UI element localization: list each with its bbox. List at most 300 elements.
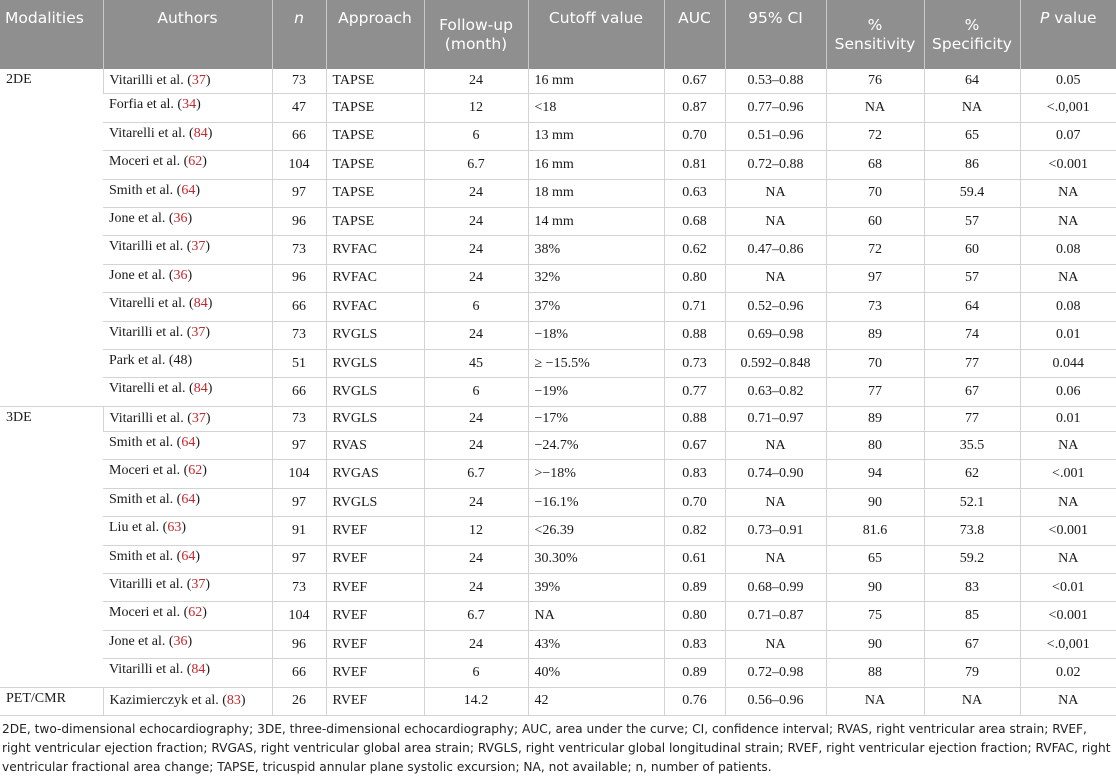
reference-link[interactable]: 62 [188,605,203,621]
reference-close-paren: ) [202,154,207,170]
cell-sensitivity: 77 [826,378,924,406]
cell-author [103,293,272,321]
cell-n: 104 [272,602,326,630]
cell-approach: TAPSE [326,122,424,150]
reference-close-paren: ) [195,491,200,507]
cell-approach: RVGLS [326,378,424,406]
cell-n: 97 [272,179,326,207]
cell-cutoff: −24.7% [528,432,664,460]
author-name: Vitarilli et al. ( [109,73,192,89]
cell-auc: 0.80 [664,602,725,630]
cell-followup: 24 [424,432,528,460]
col-auc: AUC [664,0,725,69]
table-row [0,94,1116,122]
cell-approach: RVEF [326,659,424,687]
reference-close-paren: ) [205,73,211,89]
reference-link[interactable]: 84 [193,296,208,312]
col-followup-line2: (month) [444,34,508,53]
cell-specificity: 62 [924,460,1020,488]
cell-ci: 0.72–0.98 [725,659,826,687]
cell-author [103,349,272,377]
cell-specificity: 77 [924,349,1020,377]
cell-pvalue: <0.001 [1020,602,1116,630]
cell-pvalue: <.001 [1020,460,1116,488]
cell-cutoff: 30.30% [528,545,664,573]
cell-auc: 0.76 [664,687,725,715]
cell-followup: 6 [424,378,528,406]
table-row [0,460,1116,488]
cell-author [103,378,272,406]
cell-auc: 0.71 [664,293,725,321]
cell-cutoff: 18 mm [528,179,664,207]
cell-specificity: 64 [924,69,1020,94]
cell-cutoff: −19% [528,378,664,406]
table-row [0,687,1116,715]
cell-followup: 24 [424,488,528,516]
cell-author [103,517,272,545]
cell-approach: RVEF [326,602,424,630]
cell-ci: 0.56–0.96 [725,687,826,715]
cell-followup: 12 [424,517,528,545]
cell-sensitivity: NA [826,687,924,715]
cell-sensitivity: 65 [826,545,924,573]
cell-approach: TAPSE [326,179,424,207]
reference-link[interactable]: 62 [188,463,203,479]
table-row [0,488,1116,516]
cell-auc: 0.87 [664,94,725,122]
cell-author [103,488,272,516]
cell-author [103,236,272,264]
col-followup [424,0,528,69]
cell-author [103,659,272,687]
author-name: Kazimierczyk et al. ( [109,693,227,709]
cell-approach: RVEF [326,630,424,658]
cell-specificity: 35.5 [924,432,1020,460]
table-row [0,122,1116,150]
cell-n: 26 [272,687,326,715]
author-name: Park et al. (48) [109,352,193,368]
author-name: Smith et al. ( [109,435,182,451]
author-name: Vitarilli et al. ( [109,662,192,678]
cell-sensitivity: 89 [826,406,924,431]
cell-pvalue: 0.044 [1020,349,1116,377]
cell-author [103,264,272,292]
reference-link[interactable]: 36 [173,267,188,283]
table-row [0,406,1116,431]
cell-followup: 6 [424,122,528,150]
reference-link[interactable]: 64 [181,491,196,507]
col-pvalue-p: P [1039,9,1050,27]
cell-auc: 0.81 [664,151,725,179]
table-body [0,69,1116,715]
cell-approach: RVGAS [326,460,424,488]
author-name: Moceri et al. ( [109,463,189,479]
reference-link[interactable]: 84 [191,662,206,678]
cell-pvalue: NA [1020,687,1116,715]
reference-link[interactable]: 64 [181,435,196,451]
cell-specificity: 74 [924,321,1020,349]
cell-sensitivity: 68 [826,151,924,179]
table-row [0,545,1116,573]
reference-link[interactable]: 63 [167,520,182,536]
col-authors: Authors [103,0,272,69]
cell-approach: RVGLS [326,321,424,349]
author-name: Moceri et al. ( [109,605,189,621]
author-name: Vitarelli et al. ( [109,125,194,141]
reference-link[interactable]: 37 [191,239,206,255]
cell-n: 73 [272,406,326,431]
cell-followup: 24 [424,321,528,349]
cell-cutoff: 42 [528,687,664,715]
cell-auc: 0.67 [664,69,725,94]
cell-author [103,432,272,460]
cell-author [103,151,272,179]
cell-followup: 24 [424,179,528,207]
col-sensitivity-line1: % [867,15,883,34]
table-footnote: 2DE, two-dimensional echocardiography; 3DE, three-dimensional echocardiography; AUC, area under the curve; CI, confidence interval; RVAS, right ventricular area strain; RVEF, right ventricular ejection fraction; RVGAS, right ventricular global area strain; RVGLS, right ventricular global longitudinal strain; RVEF, right ventricular ejection fraction; RVFAC, right ventricular fractional area change; TAPSE, tricuspid annular plane systolic excursion; NA, not available; n, number of patients. [2,721,1111,774]
reference-close-paren: ) [195,182,200,198]
cell-cutoff: −17% [528,406,664,431]
cell-ci: NA [725,545,826,573]
cell-cutoff: 16 mm [528,69,664,94]
cell-author [103,406,272,431]
cell-specificity: 64 [924,293,1020,321]
col-pvalue [1020,0,1116,69]
cell-sensitivity: 76 [826,69,924,94]
cell-approach: TAPSE [326,151,424,179]
cell-specificity: 60 [924,236,1020,264]
reference-close-paren: ) [202,463,207,479]
cell-author [103,574,272,602]
reference-link[interactable]: 37 [191,324,206,340]
cell-specificity: 77 [924,406,1020,431]
cell-specificity: 67 [924,630,1020,658]
cell-approach: RVGLS [326,488,424,516]
cell-author [103,69,272,94]
reference-close-paren: ) [205,577,211,593]
cell-sensitivity: 88 [826,659,924,687]
cell-followup: 12 [424,94,528,122]
cell-approach: RVFAC [326,264,424,292]
reference-link[interactable]: 62 [188,154,203,170]
cell-ci: NA [725,179,826,207]
cell-followup: 24 [424,630,528,658]
cell-followup: 6 [424,659,528,687]
cell-auc: 0.70 [664,122,725,150]
cell-sensitivity: 90 [826,574,924,602]
cell-approach: TAPSE [326,94,424,122]
cell-followup: 45 [424,349,528,377]
author-name: Forfia et al. ( [109,97,183,113]
cell-ci: 0.71–0.97 [725,406,826,431]
cell-sensitivity: 72 [826,122,924,150]
author-name: Vitarelli et al. ( [109,296,194,312]
cell-author [103,122,272,150]
cell-author [103,207,272,235]
author-name: Jone et al. ( [109,633,174,649]
cell-followup: 14.2 [424,687,528,715]
cell-specificity: 65 [924,122,1020,150]
col-approach: Approach [326,0,424,69]
cell-followup: 24 [424,236,528,264]
col-cutoff: Cutoff value [528,0,664,69]
table-row [0,517,1116,545]
cell-followup: 24 [424,207,528,235]
cell-approach: RVEF [326,545,424,573]
reference-close-paren: ) [205,239,211,255]
author-name: Smith et al. ( [109,491,182,507]
reference-link[interactable]: 37 [191,73,206,89]
cell-n: 66 [272,659,326,687]
author-name: Smith et al. ( [109,182,182,198]
cell-auc: 0.63 [664,179,725,207]
cell-ci: 0.53–0.88 [725,69,826,94]
cell-specificity: 57 [924,207,1020,235]
cell-author [103,94,272,122]
cell-n: 96 [272,207,326,235]
cell-auc: 0.61 [664,545,725,573]
cell-pvalue: 0.08 [1020,293,1116,321]
cell-cutoff: 13 mm [528,122,664,150]
table-row [0,349,1116,377]
cell-n: 51 [272,349,326,377]
cell-auc: 0.67 [664,432,725,460]
cell-cutoff: >−18% [528,460,664,488]
cell-sensitivity: 70 [826,179,924,207]
reference-close-paren: ) [207,125,213,141]
cell-n: 104 [272,460,326,488]
cell-cutoff: 32% [528,264,664,292]
cell-pvalue: NA [1020,207,1116,235]
cell-cutoff: 39% [528,574,664,602]
cell-approach: TAPSE [326,69,424,94]
cell-cutoff: <26.39 [528,517,664,545]
cell-pvalue: NA [1020,432,1116,460]
cell-n: 104 [272,151,326,179]
reference-link[interactable]: 64 [181,548,196,564]
cell-ci: 0.73–0.91 [725,517,826,545]
reference-close-paren: ) [207,381,213,397]
cell-pvalue: <.0,001 [1020,94,1116,122]
cell-author [103,687,272,715]
cell-ci: NA [725,432,826,460]
cell-ci: NA [725,264,826,292]
cell-author [103,321,272,349]
cell-followup: 24 [424,406,528,431]
cell-auc: 0.89 [664,659,725,687]
cell-followup: 24 [424,69,528,94]
reference-link[interactable]: 36 [173,210,188,226]
cell-approach: RVEF [326,517,424,545]
reference-link[interactable]: 36 [173,633,188,649]
cell-specificity: 67 [924,378,1020,406]
cell-specificity: 86 [924,151,1020,179]
col-n-label: n [294,9,304,27]
table-row [0,432,1116,460]
cell-n: 66 [272,122,326,150]
cell-n: 97 [272,488,326,516]
cell-sensitivity: 81.6 [826,517,924,545]
cell-ci: NA [725,488,826,516]
table-row [0,630,1116,658]
cell-author [103,602,272,630]
cell-n: 96 [272,264,326,292]
table-row [0,207,1116,235]
cell-pvalue: NA [1020,264,1116,292]
col-n [272,0,326,69]
cell-approach: RVGLS [326,406,424,431]
cell-author [103,545,272,573]
col-ci: 95% CI [725,0,826,69]
table-row [0,69,1116,94]
cell-n: 47 [272,94,326,122]
cell-ci: NA [725,207,826,235]
cell-cutoff: 40% [528,659,664,687]
reference-close-paren: ) [240,693,246,709]
cell-cutoff: 16 mm [528,151,664,179]
cell-specificity: 73.8 [924,517,1020,545]
reference-link[interactable]: 37 [191,577,206,593]
reference-close-paren: ) [181,520,186,536]
cell-auc: 0.77 [664,378,725,406]
cell-sensitivity: 90 [826,488,924,516]
reference-close-paren: ) [187,267,193,283]
cell-auc: 0.73 [664,349,725,377]
cell-approach: RVEF [326,574,424,602]
cell-cutoff: NA [528,602,664,630]
col-specificity-line2: Specificity [932,34,1012,53]
cell-n: 97 [272,432,326,460]
cell-pvalue: 0.07 [1020,122,1116,150]
cell-author [103,460,272,488]
author-name: Vitarilli et al. ( [109,410,192,426]
cell-approach: RVEF [326,687,424,715]
author-name: Jone et al. ( [109,267,174,283]
cell-sensitivity: 70 [826,349,924,377]
cell-pvalue: 0.08 [1020,236,1116,264]
cell-cutoff: <18 [528,94,664,122]
cell-ci: 0.592–0.848 [725,349,826,377]
cell-specificity: 79 [924,659,1020,687]
table-row [0,179,1116,207]
cell-specificity: 59.4 [924,179,1020,207]
cell-ci: 0.52–0.96 [725,293,826,321]
cell-n: 73 [272,321,326,349]
cell-modality: PET/CMR [0,687,103,715]
table-row [0,236,1116,264]
table-row [0,293,1116,321]
cell-followup: 24 [424,264,528,292]
reference-link[interactable]: 37 [191,410,206,426]
reference-close-paren: ) [205,410,211,426]
reference-close-paren: ) [202,605,207,621]
cell-sensitivity: NA [826,94,924,122]
cell-approach: RVGLS [326,349,424,377]
cell-ci: 0.68–0.99 [725,574,826,602]
reference-link[interactable]: 84 [193,125,208,141]
author-name: Vitarilli et al. ( [109,324,192,340]
reference-close-paren: ) [205,324,211,340]
cell-ci: 0.47–0.86 [725,236,826,264]
cell-auc: 0.83 [664,460,725,488]
col-specificity-line1: % [964,15,980,34]
cell-n: 73 [272,69,326,94]
cell-pvalue: 0.05 [1020,69,1116,94]
cell-approach: RVAS [326,432,424,460]
cell-followup: 6.7 [424,602,528,630]
cell-ci: 0.77–0.96 [725,94,826,122]
cell-specificity: 85 [924,602,1020,630]
cell-cutoff: −18% [528,321,664,349]
cell-sensitivity: 94 [826,460,924,488]
author-name: Liu et al. ( [109,520,168,536]
cell-specificity: 57 [924,264,1020,292]
cell-cutoff: ≥ −15.5% [528,349,664,377]
cell-pvalue: 0.06 [1020,378,1116,406]
cell-followup: 24 [424,574,528,602]
reference-close-paren: ) [195,548,200,564]
cell-auc: 0.62 [664,236,725,264]
cell-followup: 6 [424,293,528,321]
cell-specificity: 59.2 [924,545,1020,573]
cell-n: 66 [272,378,326,406]
table-row [0,602,1116,630]
table-row [0,321,1116,349]
table-row [0,659,1116,687]
cell-pvalue: NA [1020,179,1116,207]
cell-cutoff: 37% [528,293,664,321]
cell-ci: 0.72–0.88 [725,151,826,179]
cell-followup: 6.7 [424,460,528,488]
cell-auc: 0.88 [664,406,725,431]
cell-followup: 24 [424,545,528,573]
cell-pvalue: 0.01 [1020,321,1116,349]
reference-close-paren: ) [205,662,211,678]
author-name: Smith et al. ( [109,548,182,564]
cell-pvalue: 0.01 [1020,406,1116,431]
cell-author [103,630,272,658]
cell-auc: 0.88 [664,321,725,349]
cell-auc: 0.68 [664,207,725,235]
cell-cutoff: 14 mm [528,207,664,235]
cell-sensitivity: 97 [826,264,924,292]
cell-ci: 0.51–0.96 [725,122,826,150]
cell-n: 73 [272,236,326,264]
cell-ci: 0.69–0.98 [725,321,826,349]
cell-auc: 0.80 [664,264,725,292]
author-name: Vitarilli et al. ( [109,239,192,255]
reference-link[interactable]: 84 [193,381,208,397]
cell-modality: 2DE [0,69,103,406]
reference-link[interactable]: 34 [182,97,197,113]
cell-n: 66 [272,293,326,321]
cell-approach: RVFAC [326,236,424,264]
cell-specificity: NA [924,94,1020,122]
table-row [0,574,1116,602]
col-sensitivity-line2: Sensitivity [834,34,916,53]
author-name: Jone et al. ( [109,210,174,226]
reference-link[interactable]: 83 [226,693,241,709]
author-name: Vitarelli et al. ( [109,381,194,397]
cell-cutoff: 43% [528,630,664,658]
cell-pvalue: NA [1020,488,1116,516]
cell-specificity: 52.1 [924,488,1020,516]
cell-sensitivity: 72 [826,236,924,264]
cell-auc: 0.82 [664,517,725,545]
reference-link[interactable]: 64 [181,182,196,198]
col-pvalue-suffix: value [1049,9,1097,27]
cell-sensitivity: 75 [826,602,924,630]
